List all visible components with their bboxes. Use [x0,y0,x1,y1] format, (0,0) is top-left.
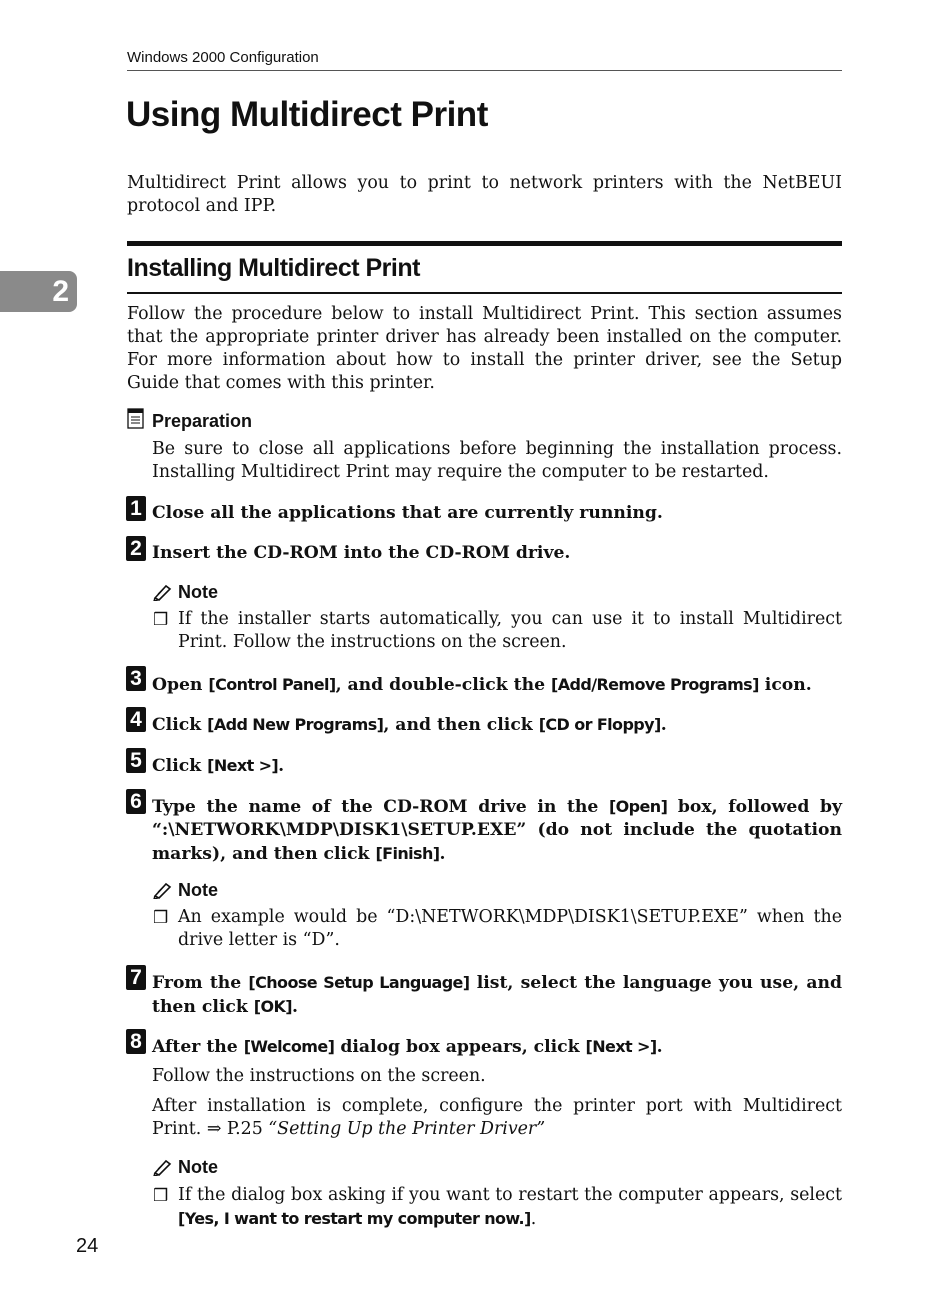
preparation-text: Be sure to close all applications before beginning the installation process. Installing Multidirect Print may require the computer to be restarted. [152,439,842,482]
note-heading: Note [178,880,218,900]
step-number: 3 [126,666,146,691]
step-4-text: Click [Add New Programs], and then click [CD or Floppy]. [152,715,667,735]
note-icon [152,1158,172,1176]
step-5-text: Click [Next >]. [152,756,285,776]
ui-label: [Add/Remove Programs] [551,675,759,694]
note-bullet: ❒ [153,1186,169,1206]
step-number: 1 [126,496,146,521]
step-3-text: Open [Control Panel], and double-click the [Add/Remove Programs] icon. [152,675,812,695]
ui-label: [Next >] [207,756,279,775]
page-number: 24 [76,1235,99,1257]
note-text: If the installer starts automatically, you can use it to install Multidirect Print. Follow the instructions on the screen. [178,609,842,652]
section-rule-top [127,241,842,246]
section-rule-bottom [127,292,842,294]
note-bullet: ❒ [153,610,169,630]
step-number: 7 [126,965,146,990]
step-number: 2 [126,536,146,561]
step-2-text: Insert the CD-ROM into the CD-ROM drive. [152,543,571,563]
note-icon [152,881,172,899]
note-heading: Note [178,582,218,602]
ui-label: [Control Panel] [208,675,336,694]
step-6-text: Type the name of the CD-ROM drive in the [Open] box, followed by “:\NETWORK\MDP\DISK1\SETUP.EXE” (do not include the quotation marks), and then click [Finish]. [152,797,842,864]
section-title: Installing Multidirect Print [127,254,420,282]
header-rule [127,70,842,71]
step-7-text: From the [Choose Setup Language] list, select the language you use, and then click [OK]. [152,973,842,1017]
note-text: If the dialog box asking if you want to restart the computer appears, select [Yes, I want to restart my computer now.]. [178,1185,842,1229]
ui-label: [Add New Programs] [207,715,384,734]
step-8-followup-reference: After installation is complete, configure the printer port with Multidirect Print. ⇒ P.25 “Setting Up the Printer Driver” [152,1096,842,1139]
step-8-followup: Follow the instructions on the screen. [152,1066,486,1086]
step-number: 4 [126,707,146,732]
step-number: 5 [126,748,146,773]
ui-label: [Welcome] [243,1037,335,1056]
step-number: 6 [126,789,146,814]
ui-label: [OK] [253,997,292,1016]
ui-label: [CD or Floppy] [538,715,661,734]
ui-label: [Open] [608,797,668,816]
ui-label: [Finish] [375,844,440,863]
ui-label: [Yes, I want to restart my computer now.] [178,1209,531,1228]
ui-label: [Next >] [585,1037,657,1056]
note-heading: Note [178,1157,218,1177]
note-bullet: ❒ [153,908,169,928]
step-number: 8 [126,1029,146,1054]
intro-paragraph: Multidirect Print allows you to print to network printers with the NetBEUI protocol and IPP. [127,173,842,216]
note-icon [152,583,172,601]
step-1-text: Close all the applications that are currently running. [152,503,663,523]
note-text: An example would be “D:\NETWORK\MDP\DISK1\SETUP.EXE” when the drive letter is “D”. [178,907,842,950]
preparation-heading: Preparation [152,411,253,431]
ui-label: [Choose Setup Language] [248,973,470,992]
preparation-icon [127,408,144,429]
step-8-text: After the [Welcome] dialog box appears, click [Next >]. [152,1037,663,1057]
section-intro: Follow the procedure below to install Multidirect Print. This section assumes that the appropriate printer driver has already been installed on the computer. For more information about how to install the printer driver, see the Setup Guide that comes with this printer. [127,304,842,393]
chapter-tab: 2 [0,271,77,312]
running-header: Windows 2000 Configuration [127,49,319,66]
cross-reference: “Setting Up the Printer Driver” [268,1119,546,1139]
page-title: Using Multidirect Print [126,95,488,134]
